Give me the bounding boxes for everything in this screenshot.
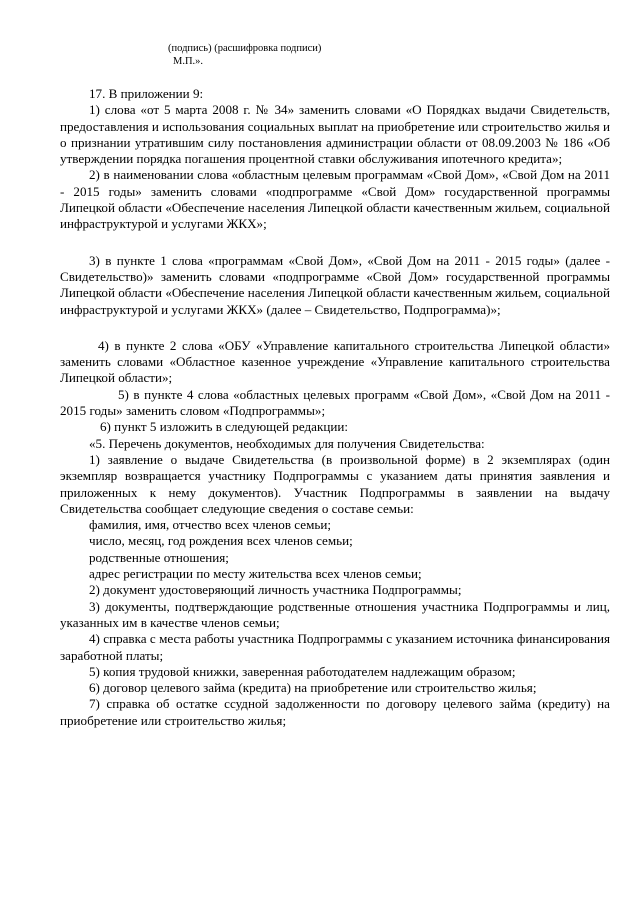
list-item-6: 6) договор целевого займа (кредита) на приобретение или строительство жилья; (89, 680, 537, 696)
paragraph-item-3: 3) в пункте 1 слова «программам «Свой Дом», «Свой Дом на 2011 - 2015 годы» (далее - Свидетельство)» заменить словами «подпрограмме «Свой Дом» государственной программы Липецкой области «Обеспечение населения Липецкой области качественным жильем, социальной инфраструктурой и услугами ЖКХ» (далее – Свидетельство, Подпрограмма)»; (60, 252, 610, 317)
paragraph-item-1: 1) слова «от 5 марта 2008 г. № 34» заменить словами «О Порядках выдачи Свидетельств, предоставления и использования социальных выплат на приобретение или строительство жилья и о признании утратившим силу постановления администрации области от 08.09.2003 № 186 «Об утверждении порядка погашения процентной ставки обслуживания ипотечного кредита»; (60, 102, 610, 167)
list-item-5: 5) копия трудовой книжки, заверенная работодателем надлежащим образом; (89, 663, 516, 679)
spacer (60, 233, 610, 253)
list-item-7: 7) справка об остатке ссудной задолженности по договору целевого займа (кредиту) на приобретение или строительство жилья; (60, 696, 610, 728)
section-heading-17: 17. В приложении 9: (89, 86, 204, 101)
signature-caption: (подпись) (расшифровка подписи) (168, 43, 322, 54)
list-item-2: 2) документ удостоверяющий личность участника Подпрограммы; (89, 582, 462, 598)
list-subitem: родственные отношения; (89, 549, 229, 565)
paragraph-item-6: 6) пункт 5 изложить в следующей редакции: (100, 419, 348, 435)
document-page (60, 42, 610, 729)
list-subitem: фамилия, имя, отчество всех членов семьи; (89, 517, 331, 533)
list-subitem: число, месяц, год рождения всех членов семьи; (89, 533, 353, 549)
list-item-4: 4) справка с места работы участника Подпрограммы с указанием источника финансирования заработной платы; (60, 631, 610, 663)
spacer (60, 318, 610, 338)
paragraph-item-4: 4) в пункте 2 слова «ОБУ «Управление капитального строительства Липецкой области» заменить словами «Областное казенное учреждение «Управление капитального строительства Липецкой области»; (60, 337, 610, 386)
spacer (60, 68, 610, 86)
paragraph-list-heading: «5. Перечень документов, необходимых для получения Свидетельства: (89, 435, 485, 451)
paragraph-item-5: 5) в пункте 4 слова «областных целевых программ «Свой Дом», «Свой Дом на 2011 - 2015 годы» заменить словом «Подпрограммы»; (60, 386, 610, 419)
stamp-caption: М.П.». (173, 56, 204, 67)
paragraph-item-2: 2) в наименовании слова «областным целевым программам «Свой Дом», «Свой Дом на 2011 - 2015 годы» заменить словами «подпрограмме «Свой Дом» государственной программы Липецкой области «Обеспечение населения Липецкой области качественным жильем, социальной инфраструктурой и услугами ЖКХ»; (60, 167, 610, 232)
list-item-3: 3) документы, подтверждающие родственные отношения участника Подпрограммы и лиц, указанных им в качестве членов семьи; (60, 598, 610, 630)
list-subitem: адрес регистрации по месту жительства всех членов семьи; (89, 566, 422, 582)
list-item-1: 1) заявление о выдаче Свидетельства (в произвольной форме) в 2 экземплярах (один экземпляр возвращается участнику Подпрограммы с указанием даты принятия заявления и приложенных к нему документов). Участник Подпрограммы в заявлении на выдачу Свидетельства сообщает следующие сведения о составе семьи: (60, 451, 610, 516)
